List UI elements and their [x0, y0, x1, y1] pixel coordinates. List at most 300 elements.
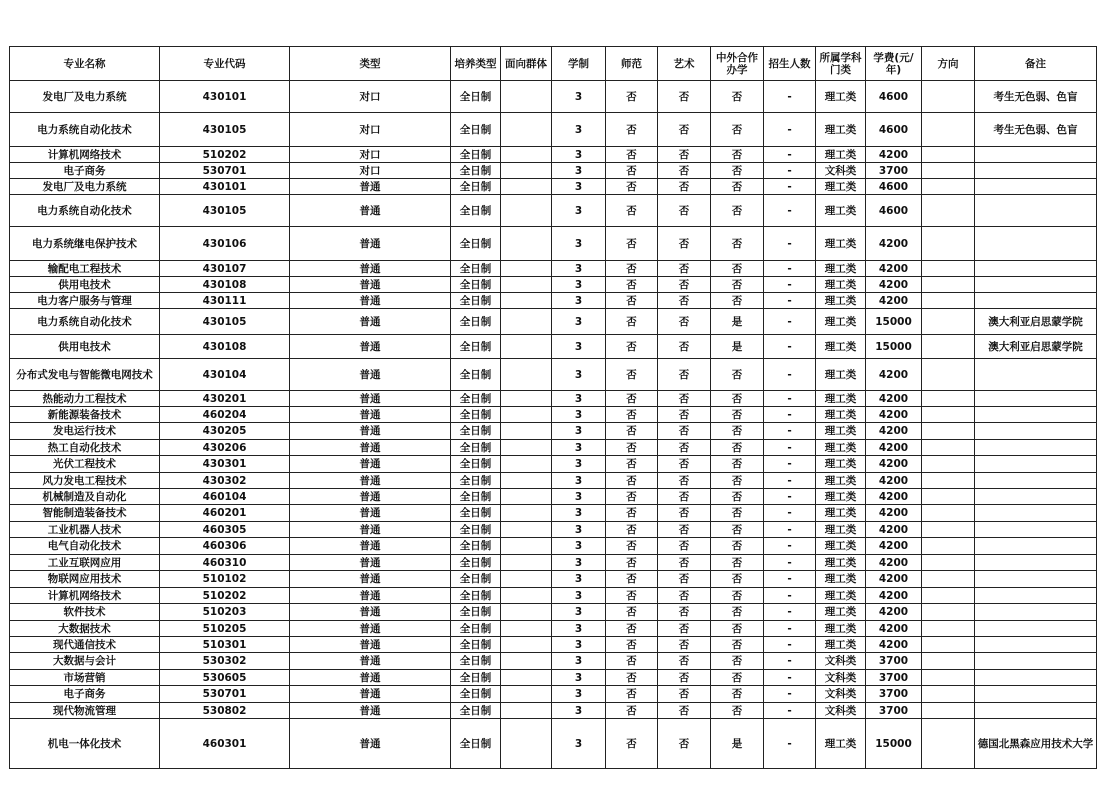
discipline-category-cell: 理工类: [816, 423, 866, 440]
joint-program-cell: 否: [711, 604, 764, 621]
note-cell: [975, 653, 1097, 670]
direction-cell: [922, 456, 975, 473]
duration-cell: 3: [552, 147, 606, 163]
type-cell: 普通: [290, 179, 451, 195]
discipline-category-cell: 理工类: [816, 113, 866, 147]
major-code-cell: 430301: [160, 456, 290, 473]
target-group-cell: [501, 113, 552, 147]
enrollment-count-cell: -: [764, 227, 816, 261]
enrollment-table: [9, 46, 1097, 769]
duration-cell: 3: [552, 637, 606, 653]
teacher-training-cell: 否: [606, 703, 658, 719]
duration-cell: 3: [552, 81, 606, 113]
note-cell: [975, 588, 1097, 604]
enrollment-count-cell: -: [764, 456, 816, 473]
teacher-training-cell: 否: [606, 555, 658, 571]
target-group-cell: [501, 335, 552, 359]
tuition-cell: 4600: [866, 81, 922, 113]
art-cell: 否: [658, 489, 711, 505]
direction-cell: [922, 604, 975, 621]
table-row: [10, 147, 1097, 163]
study-mode-cell: 全日制: [451, 81, 501, 113]
enrollment-count-cell: -: [764, 686, 816, 703]
header-cell: 学制: [552, 47, 606, 81]
teacher-training-cell: 否: [606, 653, 658, 670]
major-name-cell: 机械制造及自动化: [10, 489, 160, 505]
teacher-training-cell: 否: [606, 538, 658, 555]
note-cell: [975, 555, 1097, 571]
tuition-cell: 4200: [866, 588, 922, 604]
table-row: [10, 335, 1097, 359]
art-cell: 否: [658, 686, 711, 703]
enrollment-count-cell: -: [764, 147, 816, 163]
target-group-cell: [501, 555, 552, 571]
study-mode-cell: 全日制: [451, 555, 501, 571]
enrollment-count-cell: -: [764, 588, 816, 604]
type-cell: 普通: [290, 522, 451, 538]
table-row: [10, 719, 1097, 769]
joint-program-cell: 否: [711, 555, 764, 571]
table-row: [10, 227, 1097, 261]
duration-cell: 3: [552, 335, 606, 359]
type-cell: 普通: [290, 703, 451, 719]
art-cell: 否: [658, 505, 711, 522]
enrollment-count-cell: -: [764, 293, 816, 309]
header-cell: 面向群体: [501, 47, 552, 81]
target-group-cell: [501, 407, 552, 423]
target-group-cell: [501, 588, 552, 604]
teacher-training-cell: 否: [606, 179, 658, 195]
direction-cell: [922, 277, 975, 293]
table-row: [10, 686, 1097, 703]
major-name-cell: 物联网应用技术: [10, 571, 160, 588]
joint-program-cell: 否: [711, 686, 764, 703]
type-cell: 普通: [290, 489, 451, 505]
table-row: [10, 163, 1097, 179]
teacher-training-cell: 否: [606, 588, 658, 604]
teacher-training-cell: 否: [606, 335, 658, 359]
art-cell: 否: [658, 335, 711, 359]
joint-program-cell: 否: [711, 391, 764, 407]
major-code-cell: 460104: [160, 489, 290, 505]
type-cell: 普通: [290, 621, 451, 637]
joint-program-cell: 否: [711, 407, 764, 423]
study-mode-cell: 全日制: [451, 653, 501, 670]
study-mode-cell: 全日制: [451, 277, 501, 293]
type-cell: 对口: [290, 81, 451, 113]
duration-cell: 3: [552, 489, 606, 505]
note-cell: [975, 456, 1097, 473]
tuition-cell: 4200: [866, 227, 922, 261]
header-cell: 类型: [290, 47, 451, 81]
discipline-category-cell: 文科类: [816, 686, 866, 703]
tuition-cell: 15000: [866, 719, 922, 769]
major-code-cell: 530802: [160, 703, 290, 719]
joint-program-cell: 否: [711, 522, 764, 538]
table-row: [10, 505, 1097, 522]
type-cell: 普通: [290, 555, 451, 571]
joint-program-cell: 否: [711, 423, 764, 440]
enrollment-count-cell: -: [764, 81, 816, 113]
type-cell: 普通: [290, 293, 451, 309]
major-name-cell: 现代通信技术: [10, 637, 160, 653]
enrollment-count-cell: -: [764, 505, 816, 522]
study-mode-cell: 全日制: [451, 621, 501, 637]
enrollment-count-cell: -: [764, 179, 816, 195]
header-cell: 专业名称: [10, 47, 160, 81]
tuition-cell: 4200: [866, 423, 922, 440]
tuition-cell: 4600: [866, 113, 922, 147]
target-group-cell: [501, 571, 552, 588]
art-cell: 否: [658, 407, 711, 423]
joint-program-cell: 否: [711, 473, 764, 489]
tuition-cell: 3700: [866, 686, 922, 703]
major-code-cell: 430101: [160, 81, 290, 113]
major-code-cell: 510203: [160, 604, 290, 621]
teacher-training-cell: 否: [606, 571, 658, 588]
target-group-cell: [501, 489, 552, 505]
teacher-training-cell: 否: [606, 489, 658, 505]
art-cell: 否: [658, 604, 711, 621]
discipline-category-cell: 理工类: [816, 473, 866, 489]
type-cell: 普通: [290, 391, 451, 407]
enrollment-count-cell: -: [764, 277, 816, 293]
discipline-category-cell: 理工类: [816, 293, 866, 309]
major-code-cell: 430108: [160, 335, 290, 359]
art-cell: 否: [658, 719, 711, 769]
target-group-cell: [501, 604, 552, 621]
note-cell: [975, 195, 1097, 227]
teacher-training-cell: 否: [606, 423, 658, 440]
direction-cell: [922, 81, 975, 113]
target-group-cell: [501, 670, 552, 686]
teacher-training-cell: 否: [606, 686, 658, 703]
direction-cell: [922, 588, 975, 604]
note-cell: [975, 473, 1097, 489]
note-cell: [975, 163, 1097, 179]
major-name-cell: 供用电技术: [10, 277, 160, 293]
tuition-cell: 4600: [866, 179, 922, 195]
joint-program-cell: 否: [711, 261, 764, 277]
target-group-cell: [501, 505, 552, 522]
table-row: [10, 604, 1097, 621]
joint-program-cell: 否: [711, 277, 764, 293]
discipline-category-cell: 理工类: [816, 522, 866, 538]
tuition-cell: 4200: [866, 407, 922, 423]
enrollment-count-cell: -: [764, 423, 816, 440]
tuition-cell: 4200: [866, 538, 922, 555]
art-cell: 否: [658, 359, 711, 391]
study-mode-cell: 全日制: [451, 423, 501, 440]
discipline-category-cell: 理工类: [816, 261, 866, 277]
note-cell: [975, 670, 1097, 686]
major-code-cell: 510202: [160, 588, 290, 604]
major-code-cell: 430111: [160, 293, 290, 309]
duration-cell: 3: [552, 227, 606, 261]
art-cell: 否: [658, 423, 711, 440]
direction-cell: [922, 489, 975, 505]
header-cell: 师范: [606, 47, 658, 81]
duration-cell: 3: [552, 391, 606, 407]
teacher-training-cell: 否: [606, 277, 658, 293]
header-cell: 培养类型: [451, 47, 501, 81]
header-cell: 方向: [922, 47, 975, 81]
discipline-category-cell: 理工类: [816, 719, 866, 769]
duration-cell: 3: [552, 456, 606, 473]
enrollment-count-cell: -: [764, 440, 816, 456]
teacher-training-cell: 否: [606, 113, 658, 147]
type-cell: 普通: [290, 261, 451, 277]
major-name-cell: 电子商务: [10, 163, 160, 179]
major-code-cell: 430108: [160, 277, 290, 293]
type-cell: 普通: [290, 195, 451, 227]
tuition-cell: 4200: [866, 505, 922, 522]
target-group-cell: [501, 277, 552, 293]
table-row: [10, 621, 1097, 637]
study-mode-cell: 全日制: [451, 538, 501, 555]
study-mode-cell: 全日制: [451, 703, 501, 719]
table-row: [10, 473, 1097, 489]
major-code-cell: 510205: [160, 621, 290, 637]
enrollment-count-cell: -: [764, 195, 816, 227]
table-row: [10, 522, 1097, 538]
enrollment-count-cell: -: [764, 163, 816, 179]
note-cell: 澳大利亚启思蒙学院: [975, 309, 1097, 335]
target-group-cell: [501, 686, 552, 703]
study-mode-cell: 全日制: [451, 335, 501, 359]
art-cell: 否: [658, 440, 711, 456]
table-row: [10, 456, 1097, 473]
direction-cell: [922, 670, 975, 686]
study-mode-cell: 全日制: [451, 309, 501, 335]
target-group-cell: [501, 81, 552, 113]
study-mode-cell: 全日制: [451, 391, 501, 407]
target-group-cell: [501, 293, 552, 309]
header-cell: 中外合作办学: [711, 47, 764, 81]
major-code-cell: 430106: [160, 227, 290, 261]
study-mode-cell: 全日制: [451, 195, 501, 227]
duration-cell: 3: [552, 293, 606, 309]
note-cell: [975, 522, 1097, 538]
type-cell: 普通: [290, 571, 451, 588]
header-cell: 招生人数: [764, 47, 816, 81]
table-row: [10, 81, 1097, 113]
note-cell: 澳大利亚启思蒙学院: [975, 335, 1097, 359]
duration-cell: 3: [552, 670, 606, 686]
enrollment-count-cell: -: [764, 653, 816, 670]
tuition-cell: 4200: [866, 293, 922, 309]
duration-cell: 3: [552, 309, 606, 335]
tuition-cell: 4200: [866, 391, 922, 407]
tuition-cell: 4200: [866, 555, 922, 571]
direction-cell: [922, 555, 975, 571]
tuition-cell: 3700: [866, 703, 922, 719]
direction-cell: [922, 227, 975, 261]
art-cell: 否: [658, 261, 711, 277]
type-cell: 普通: [290, 227, 451, 261]
study-mode-cell: 全日制: [451, 522, 501, 538]
target-group-cell: [501, 163, 552, 179]
joint-program-cell: 否: [711, 163, 764, 179]
table-row: [10, 588, 1097, 604]
note-cell: [975, 604, 1097, 621]
note-cell: [975, 277, 1097, 293]
discipline-category-cell: 理工类: [816, 179, 866, 195]
major-name-cell: 发电厂及电力系统: [10, 179, 160, 195]
joint-program-cell: 是: [711, 309, 764, 335]
target-group-cell: [501, 637, 552, 653]
major-code-cell: 460310: [160, 555, 290, 571]
teacher-training-cell: 否: [606, 163, 658, 179]
table-row: [10, 571, 1097, 588]
header-cell: 学费(元/年): [866, 47, 922, 81]
teacher-training-cell: 否: [606, 473, 658, 489]
teacher-training-cell: 否: [606, 522, 658, 538]
major-name-cell: 工业互联网应用: [10, 555, 160, 571]
major-code-cell: 430206: [160, 440, 290, 456]
type-cell: 普通: [290, 473, 451, 489]
header-cell: 专业代码: [160, 47, 290, 81]
major-code-cell: 460204: [160, 407, 290, 423]
target-group-cell: [501, 456, 552, 473]
note-cell: [975, 637, 1097, 653]
tuition-cell: 15000: [866, 335, 922, 359]
study-mode-cell: 全日制: [451, 604, 501, 621]
note-cell: 德国北黑森应用技术大学: [975, 719, 1097, 769]
major-name-cell: 电力系统自动化技术: [10, 195, 160, 227]
discipline-category-cell: 理工类: [816, 81, 866, 113]
table-row: [10, 195, 1097, 227]
discipline-category-cell: 理工类: [816, 571, 866, 588]
study-mode-cell: 全日制: [451, 505, 501, 522]
art-cell: 否: [658, 227, 711, 261]
type-cell: 对口: [290, 163, 451, 179]
duration-cell: 3: [552, 277, 606, 293]
tuition-cell: 4200: [866, 456, 922, 473]
art-cell: 否: [658, 588, 711, 604]
duration-cell: 3: [552, 407, 606, 423]
study-mode-cell: 全日制: [451, 670, 501, 686]
type-cell: 普通: [290, 588, 451, 604]
tuition-cell: 4200: [866, 489, 922, 505]
duration-cell: 3: [552, 195, 606, 227]
major-name-cell: 电力系统继电保护技术: [10, 227, 160, 261]
joint-program-cell: 否: [711, 195, 764, 227]
major-code-cell: 430105: [160, 113, 290, 147]
direction-cell: [922, 147, 975, 163]
direction-cell: [922, 407, 975, 423]
major-name-cell: 热工自动化技术: [10, 440, 160, 456]
joint-program-cell: 否: [711, 227, 764, 261]
note-cell: [975, 571, 1097, 588]
type-cell: 普通: [290, 407, 451, 423]
enrollment-count-cell: -: [764, 335, 816, 359]
note-cell: [975, 686, 1097, 703]
note-cell: [975, 703, 1097, 719]
discipline-category-cell: 理工类: [816, 309, 866, 335]
note-cell: [975, 423, 1097, 440]
joint-program-cell: 否: [711, 179, 764, 195]
note-cell: [975, 179, 1097, 195]
teacher-training-cell: 否: [606, 293, 658, 309]
study-mode-cell: 全日制: [451, 637, 501, 653]
tuition-cell: 4200: [866, 277, 922, 293]
art-cell: 否: [658, 81, 711, 113]
joint-program-cell: 否: [711, 489, 764, 505]
type-cell: 对口: [290, 147, 451, 163]
study-mode-cell: 全日制: [451, 571, 501, 588]
direction-cell: [922, 522, 975, 538]
joint-program-cell: 否: [711, 456, 764, 473]
major-name-cell: 风力发电工程技术: [10, 473, 160, 489]
target-group-cell: [501, 440, 552, 456]
discipline-category-cell: 理工类: [816, 555, 866, 571]
discipline-category-cell: 文科类: [816, 670, 866, 686]
duration-cell: 3: [552, 522, 606, 538]
major-name-cell: 电子商务: [10, 686, 160, 703]
table-row: [10, 703, 1097, 719]
direction-cell: [922, 113, 975, 147]
art-cell: 否: [658, 113, 711, 147]
tuition-cell: 3700: [866, 653, 922, 670]
enrollment-count-cell: -: [764, 604, 816, 621]
duration-cell: 3: [552, 621, 606, 637]
teacher-training-cell: 否: [606, 440, 658, 456]
tuition-cell: 4200: [866, 440, 922, 456]
enrollment-count-cell: -: [764, 522, 816, 538]
major-code-cell: 510102: [160, 571, 290, 588]
teacher-training-cell: 否: [606, 391, 658, 407]
tuition-cell: 4200: [866, 522, 922, 538]
joint-program-cell: 否: [711, 147, 764, 163]
joint-program-cell: 是: [711, 335, 764, 359]
table-row: [10, 179, 1097, 195]
major-name-cell: 电力客户服务与管理: [10, 293, 160, 309]
major-name-cell: 供用电技术: [10, 335, 160, 359]
teacher-training-cell: 否: [606, 81, 658, 113]
direction-cell: [922, 179, 975, 195]
header-cell: 所属学科门类: [816, 47, 866, 81]
type-cell: 普通: [290, 686, 451, 703]
direction-cell: [922, 571, 975, 588]
major-code-cell: 430302: [160, 473, 290, 489]
teacher-training-cell: 否: [606, 309, 658, 335]
tuition-cell: 4200: [866, 637, 922, 653]
target-group-cell: [501, 227, 552, 261]
type-cell: 普通: [290, 423, 451, 440]
note-cell: [975, 407, 1097, 423]
art-cell: 否: [658, 179, 711, 195]
major-code-cell: 510202: [160, 147, 290, 163]
note-cell: [975, 440, 1097, 456]
art-cell: 否: [658, 621, 711, 637]
teacher-training-cell: 否: [606, 359, 658, 391]
joint-program-cell: 否: [711, 703, 764, 719]
duration-cell: 3: [552, 604, 606, 621]
type-cell: 普通: [290, 456, 451, 473]
direction-cell: [922, 423, 975, 440]
discipline-category-cell: 理工类: [816, 277, 866, 293]
enrollment-count-cell: -: [764, 555, 816, 571]
direction-cell: [922, 719, 975, 769]
joint-program-cell: 否: [711, 637, 764, 653]
major-name-cell: 电力系统自动化技术: [10, 113, 160, 147]
header-cell: 艺术: [658, 47, 711, 81]
art-cell: 否: [658, 555, 711, 571]
major-code-cell: 460306: [160, 538, 290, 555]
type-cell: 普通: [290, 719, 451, 769]
enrollment-count-cell: -: [764, 703, 816, 719]
